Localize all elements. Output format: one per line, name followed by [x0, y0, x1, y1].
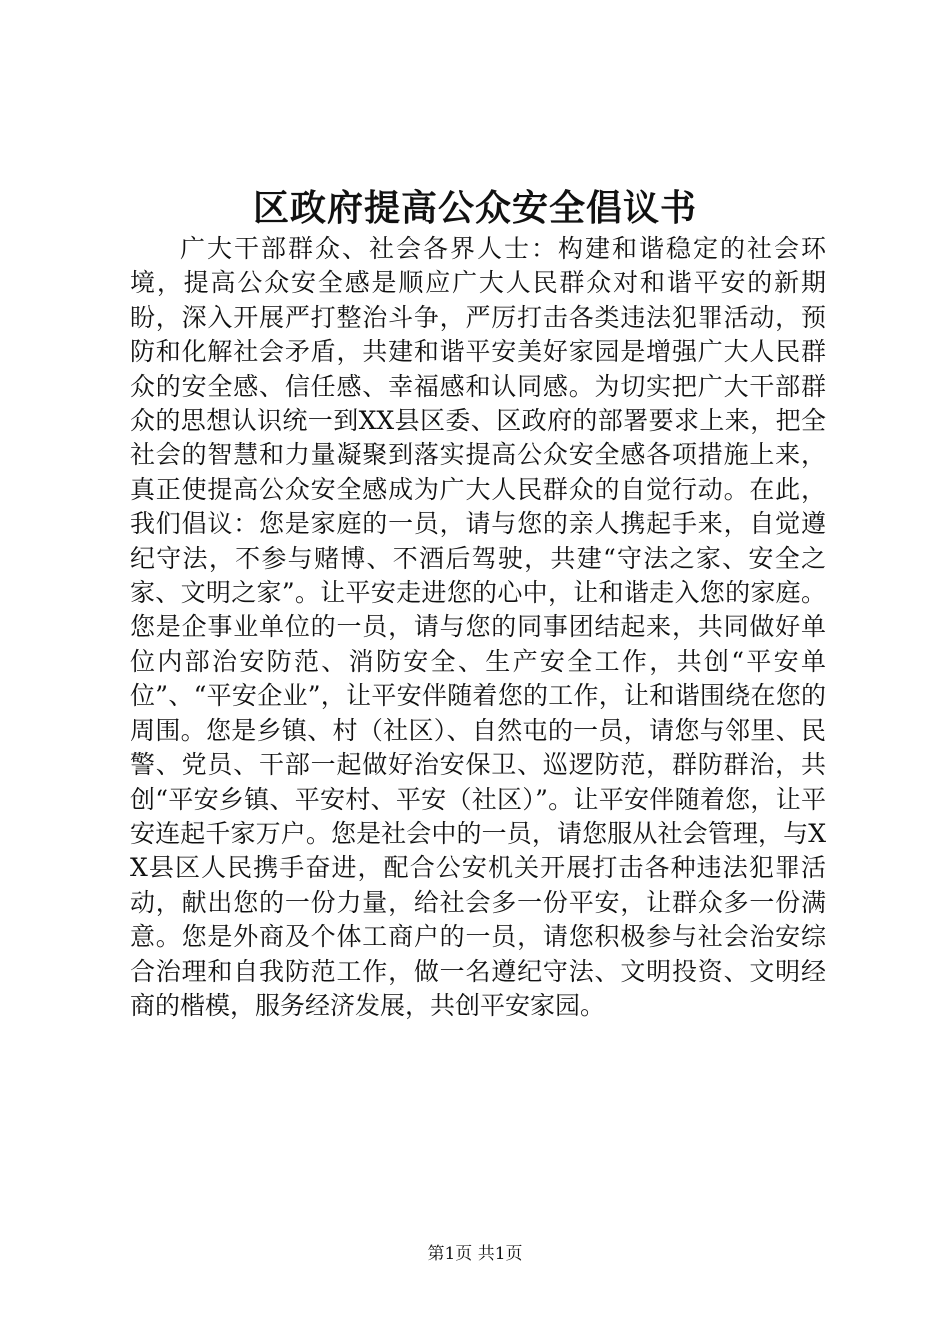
- page-number-footer: 第1页 共1页: [427, 1244, 523, 1264]
- document-body-paragraph: 广大干部群众、社会各界人士：构建和谐稳定的社会环境，提高公众安全感是顺应广大人民群众对和谐平安的新期盼，深入开展严打整治斗争，严厉打击各类违法犯罪活动，预防和化解社会矛盾，共建和谐平安美好家园是增强广大人民群众的安全感、信任感、幸福感和认同感。为切实把广大干部群众的思想认识统一到XX县区委、区政府的部署要求上来，把全社会的智慧和力量凝聚到落实提高公众安全感各项措施上来，真正使提高公众安全感成为广大人民群众的自觉行动。在此，我们倡议：您是家庭的一员，请与您的亲人携起手来，自觉遵纪守法，不参与赌博、不酒后驾驶，共建“守法之家、安全之家、文明之家”。让平安走进您的心中，让和谐走入您的家庭。您是企事业单位的一员，请与您的同事团结起来，共同做好单位内部治安防范、消防安全、生产安全工作，共创“平安单位”、“平安企业”，让平安伴随着您的工作，让和谐围绕在您的周围。您是乡镇、村（社区）、自然屯的一员，请您与邻里、民警、党员、干部一起做好治安保卫、巡逻防范，群防群治，共创“平安乡镇、平安村、平安（社区）”。让平安伴随着您，让平安连起千家万户。您是社会中的一员，请您服从社会管理，与XX县区人民携手奋进，配合公安机关开展打击各种违法犯罪活动，献出您的一份力量，给社会多一份平安，让群众多一份满意。您是外商及个体工商户的一员，请您积极参与社会治安综合治理和自我防范工作，做一名遵纪守法、文明投资、文明经商的楷模，服务经济发展，共创平安家园。: [130, 234, 826, 1020]
- document-title: 区政府提高公众安全倡议书: [252, 187, 697, 229]
